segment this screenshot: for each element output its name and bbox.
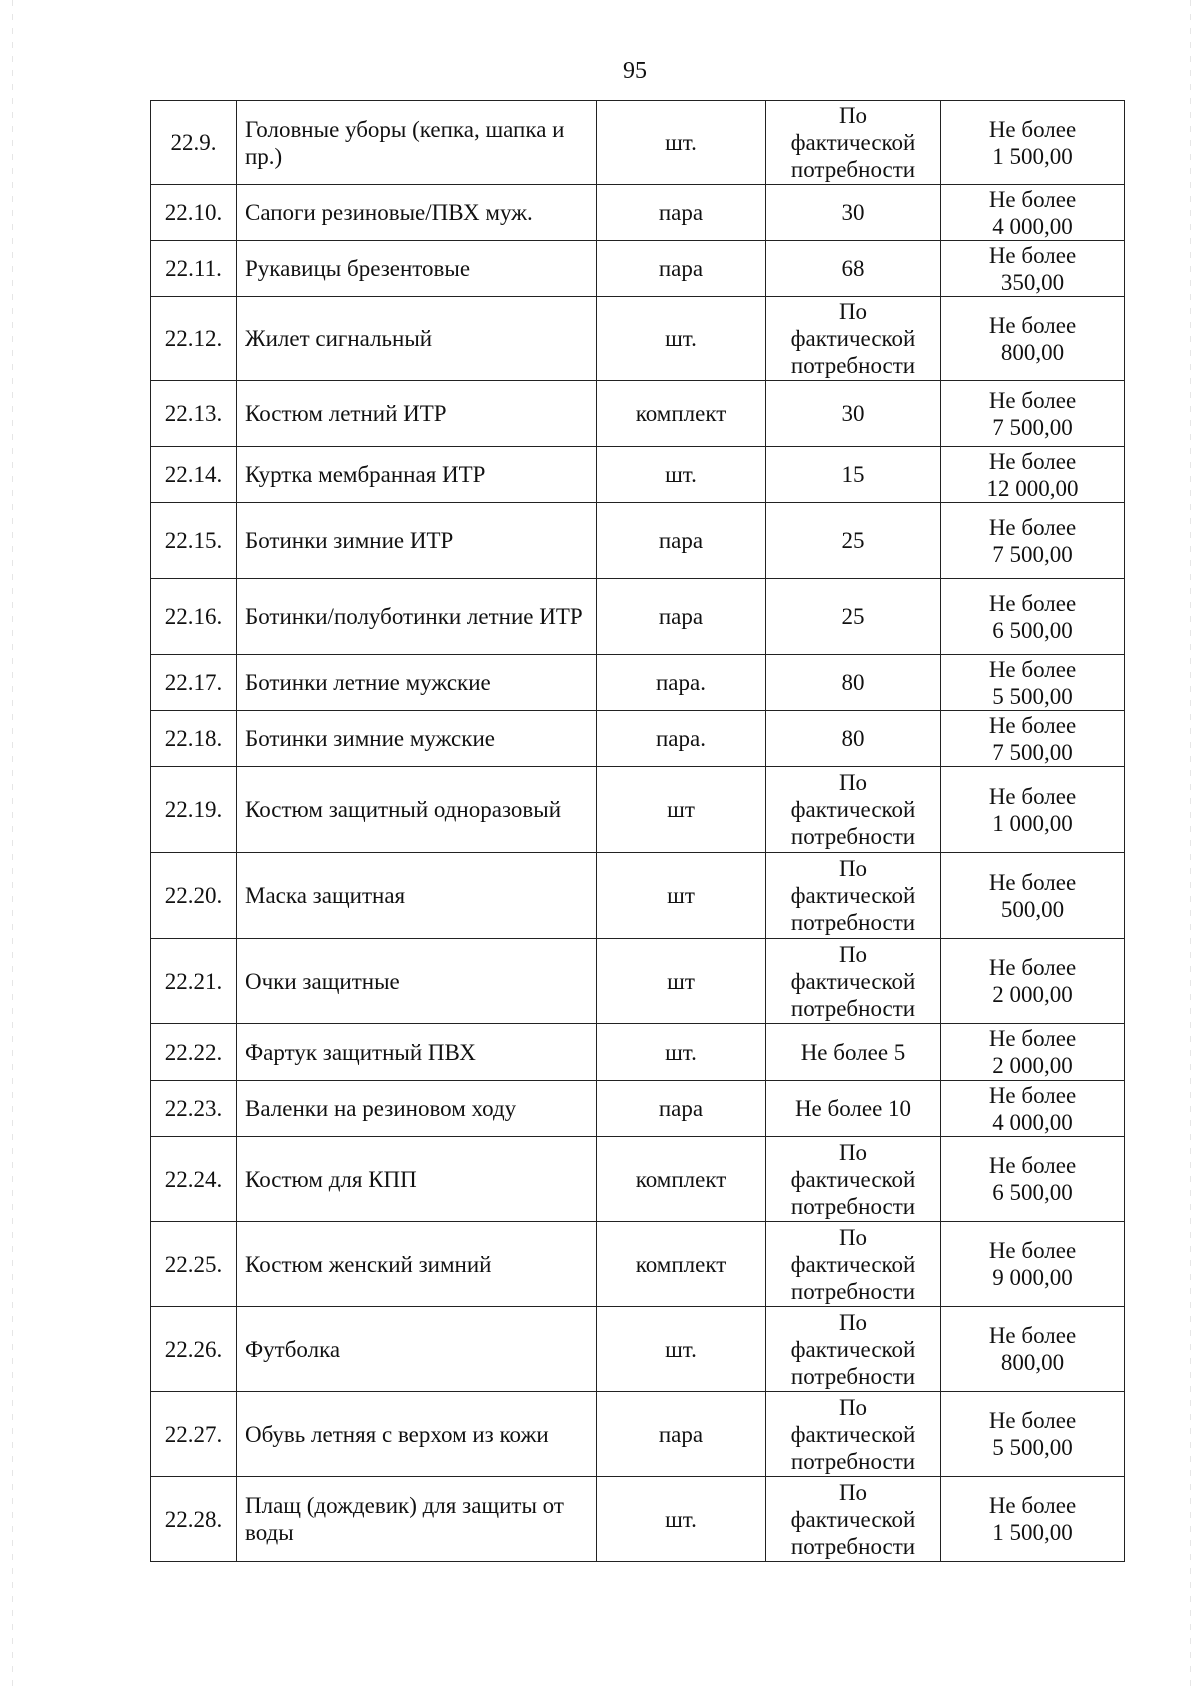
table-row xyxy=(151,853,1125,939)
item-name: Очки защитные xyxy=(237,939,597,1024)
item-name: Ботинки летние мужские xyxy=(237,655,597,711)
item-price xyxy=(941,1222,1125,1307)
row-number: 22.25. xyxy=(151,1222,237,1307)
row-number: 22.13. xyxy=(151,381,237,447)
price-value: 7 500,00 xyxy=(992,739,1073,765)
table-row xyxy=(151,1477,1125,1562)
item-name: Жилет сигнальный xyxy=(237,297,597,381)
price-value: 5 500,00 xyxy=(992,683,1073,709)
table-row xyxy=(151,381,1125,447)
item-price xyxy=(941,1477,1125,1562)
item-quantity: 30 xyxy=(766,381,941,447)
price-prefix: Не более xyxy=(988,116,1077,142)
item-unit: шт. xyxy=(597,1477,766,1562)
row-number: 22.11. xyxy=(151,241,237,297)
price-prefix: Не более xyxy=(988,1082,1077,1108)
price-value: 2 000,00 xyxy=(992,982,1073,1007)
item-quantity: По фактической потребности xyxy=(766,939,941,1024)
item-price xyxy=(941,1137,1125,1222)
items-table xyxy=(150,100,1125,1562)
item-name: Ботинки зимние ИТР xyxy=(237,503,597,579)
item-quantity: По фактической потребности xyxy=(766,101,941,185)
price-value: 4 000,00 xyxy=(992,1109,1073,1135)
item-name: Костюм защитный одноразовый xyxy=(237,767,597,853)
table-row xyxy=(151,1307,1125,1392)
item-name: Плащ (дождевик) для защиты от воды xyxy=(237,1477,597,1562)
price-value: 9 000,00 xyxy=(992,1265,1073,1290)
item-quantity: 80 xyxy=(766,655,941,711)
row-number: 22.28. xyxy=(151,1477,237,1562)
table-row xyxy=(151,939,1125,1024)
price-value: 350,00 xyxy=(1000,269,1065,295)
item-unit: пара xyxy=(597,241,766,297)
item-price xyxy=(941,853,1125,939)
table-row xyxy=(151,655,1125,711)
item-unit: комплект xyxy=(597,381,766,447)
item-price xyxy=(941,447,1125,503)
item-name: Костюм женский зимний xyxy=(237,1222,597,1307)
price-prefix: Не более xyxy=(988,783,1077,809)
price-prefix: Не более xyxy=(988,1323,1077,1348)
item-quantity: 68 xyxy=(766,241,941,297)
item-unit: пара xyxy=(597,579,766,655)
table-row xyxy=(151,503,1125,579)
item-quantity: Не более 10 xyxy=(766,1081,941,1137)
item-name: Куртка мембранная ИТР xyxy=(237,447,597,503)
price-prefix: Не более xyxy=(988,1238,1077,1263)
table-row xyxy=(151,1392,1125,1477)
item-unit: пара. xyxy=(597,711,766,767)
item-quantity: 15 xyxy=(766,447,941,503)
price-value: 1 000,00 xyxy=(992,810,1073,836)
price-prefix: Не более xyxy=(988,186,1077,212)
item-unit: шт. xyxy=(597,1307,766,1392)
price-value: 500,00 xyxy=(1000,896,1065,922)
item-unit: шт xyxy=(597,939,766,1024)
row-number: 22.21. xyxy=(151,939,237,1024)
price-prefix: Не более xyxy=(988,387,1077,413)
price-prefix: Не более xyxy=(988,448,1077,474)
item-unit: шт. xyxy=(597,1024,766,1081)
price-value: 5 500,00 xyxy=(992,1435,1073,1460)
row-number: 22.22. xyxy=(151,1024,237,1081)
item-price xyxy=(941,655,1125,711)
item-price xyxy=(941,241,1125,297)
price-value: 2 000,00 xyxy=(992,1053,1073,1078)
item-name: Сапоги резиновые/ПВХ муж. xyxy=(237,185,597,241)
item-quantity: По фактической потребности xyxy=(766,1222,941,1307)
item-name: Рукавицы брезентовые xyxy=(237,241,597,297)
items-table-body xyxy=(151,101,1125,1562)
item-unit: пара xyxy=(597,1392,766,1477)
item-name: Валенки на резиновом ходу xyxy=(237,1081,597,1137)
item-price xyxy=(941,1307,1125,1392)
item-quantity: 80 xyxy=(766,711,941,767)
price-value: 1 500,00 xyxy=(992,143,1073,169)
item-name: Ботинки зимние мужские xyxy=(237,711,597,767)
price-prefix: Не более xyxy=(988,242,1077,268)
item-unit: пара xyxy=(597,185,766,241)
price-value: 1 500,00 xyxy=(992,1520,1073,1545)
price-prefix: Не более xyxy=(988,869,1077,895)
item-quantity: По фактической потребности xyxy=(766,1392,941,1477)
scan-edge-right xyxy=(1190,0,1191,1686)
item-unit: комплект xyxy=(597,1137,766,1222)
price-value: 800,00 xyxy=(1000,1350,1065,1375)
row-number: 22.15. xyxy=(151,503,237,579)
table-row xyxy=(151,241,1125,297)
table-row xyxy=(151,101,1125,185)
item-price xyxy=(941,1081,1125,1137)
row-number: 22.19. xyxy=(151,767,237,853)
item-price xyxy=(941,185,1125,241)
price-prefix: Не более xyxy=(988,312,1077,338)
price-prefix: Не более xyxy=(988,656,1077,682)
price-prefix: Не более xyxy=(988,1493,1077,1518)
item-price xyxy=(941,101,1125,185)
price-prefix: Не более xyxy=(988,1153,1077,1178)
item-price xyxy=(941,1392,1125,1477)
item-unit: шт. xyxy=(597,447,766,503)
item-name: Костюм летний ИТР xyxy=(237,381,597,447)
item-name: Футболка xyxy=(237,1307,597,1392)
row-number: 22.14. xyxy=(151,447,237,503)
price-prefix: Не более xyxy=(988,955,1077,980)
row-number: 22.23. xyxy=(151,1081,237,1137)
item-quantity: 25 xyxy=(766,503,941,579)
table-row xyxy=(151,1024,1125,1081)
table-row xyxy=(151,767,1125,853)
table-row xyxy=(151,711,1125,767)
item-unit: шт. xyxy=(597,297,766,381)
item-price xyxy=(941,579,1125,655)
price-value: 12 000,00 xyxy=(986,475,1079,501)
price-value: 800,00 xyxy=(1000,339,1065,365)
item-price xyxy=(941,1024,1125,1081)
item-quantity: По фактической потребности xyxy=(766,297,941,381)
item-quantity: По фактической потребности xyxy=(766,853,941,939)
price-value: 4 000,00 xyxy=(992,213,1073,239)
price-value: 7 500,00 xyxy=(992,541,1073,567)
price-value: 6 500,00 xyxy=(992,1180,1073,1205)
item-name: Обувь летняя с верхом из кожи xyxy=(237,1392,597,1477)
table-row xyxy=(151,1137,1125,1222)
item-unit: пара. xyxy=(597,655,766,711)
price-value: 7 500,00 xyxy=(992,414,1073,440)
item-unit: шт. xyxy=(597,101,766,185)
item-price xyxy=(941,381,1125,447)
item-price xyxy=(941,503,1125,579)
table-row xyxy=(151,579,1125,655)
table-row xyxy=(151,1222,1125,1307)
item-name: Костюм для КПП xyxy=(237,1137,597,1222)
row-number: 22.12. xyxy=(151,297,237,381)
item-quantity: Не более 5 xyxy=(766,1024,941,1081)
item-unit: шт xyxy=(597,853,766,939)
item-name: Фартук защитный ПВХ xyxy=(237,1024,597,1081)
price-prefix: Не более xyxy=(988,1408,1077,1433)
item-quantity: По фактической потребности xyxy=(766,1477,941,1562)
table-row xyxy=(151,447,1125,503)
item-quantity: 30 xyxy=(766,185,941,241)
row-number: 22.26. xyxy=(151,1307,237,1392)
item-unit: комплект xyxy=(597,1222,766,1307)
row-number: 22.10. xyxy=(151,185,237,241)
item-quantity: По фактической потребности xyxy=(766,767,941,853)
item-price xyxy=(941,297,1125,381)
item-unit: пара xyxy=(597,503,766,579)
row-number: 22.9. xyxy=(151,101,237,185)
item-quantity: По фактической потребности xyxy=(766,1137,941,1222)
item-unit: шт xyxy=(597,767,766,853)
price-prefix: Не более xyxy=(988,712,1077,738)
page-number: 95 xyxy=(623,58,647,84)
row-number: 22.18. xyxy=(151,711,237,767)
item-quantity: 25 xyxy=(766,579,941,655)
row-number: 22.20. xyxy=(151,853,237,939)
price-prefix: Не более xyxy=(988,514,1077,540)
item-unit: пара xyxy=(597,1081,766,1137)
table-row xyxy=(151,297,1125,381)
row-number: 22.24. xyxy=(151,1137,237,1222)
item-price xyxy=(941,711,1125,767)
price-value: 6 500,00 xyxy=(992,617,1073,643)
item-name: Маска защитная xyxy=(237,853,597,939)
row-number: 22.16. xyxy=(151,579,237,655)
price-prefix: Не более xyxy=(988,590,1077,616)
item-price xyxy=(941,939,1125,1024)
item-name: Головные уборы (кепка, шапка и пр.) xyxy=(237,101,597,185)
item-price xyxy=(941,767,1125,853)
row-number: 22.17. xyxy=(151,655,237,711)
scan-edge-left xyxy=(12,0,13,1686)
price-prefix: Не более xyxy=(988,1026,1077,1051)
item-quantity: По фактической потребности xyxy=(766,1307,941,1392)
row-number: 22.27. xyxy=(151,1392,237,1477)
table-row xyxy=(151,185,1125,241)
item-name: Ботинки/полуботинки летние ИТР xyxy=(237,579,597,655)
table-row xyxy=(151,1081,1125,1137)
